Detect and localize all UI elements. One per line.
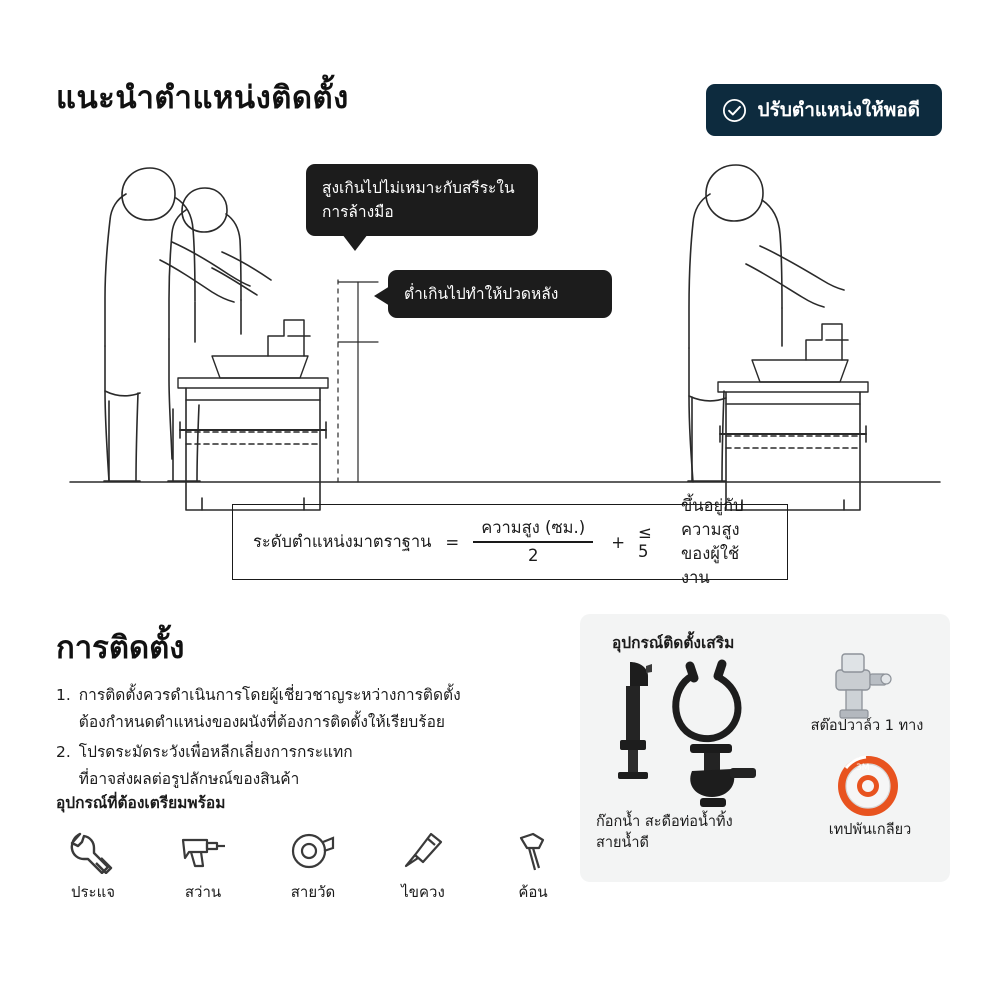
supply-hose-icon: [676, 664, 738, 739]
svg-text:3M: 3M: [856, 763, 870, 773]
installation-title: การติดตั้ง: [56, 630, 185, 666]
formula-equals: =: [445, 532, 460, 552]
step-line2: ที่อาจส่งผลต่อรูปลักษณ์ของสินค้า: [78, 769, 300, 788]
step-text: [79, 739, 353, 792]
tool-item: [50, 826, 136, 904]
formula-denominator: 2: [527, 545, 539, 565]
faucet-icon: [618, 662, 652, 779]
tool-item: [160, 826, 246, 904]
screwdriver-icon: [380, 826, 466, 876]
tool-item: [270, 826, 356, 904]
tools-list: [50, 826, 576, 904]
formula-note-line2: ของผู้ใช้งาน: [681, 544, 740, 587]
faucet-set-label: [596, 812, 780, 854]
formula-fraction: [473, 518, 593, 567]
list-item: [56, 682, 526, 735]
installation-steps: [56, 682, 526, 797]
formula-lead: ระดับตำแหน่งมาตราฐาน: [253, 532, 432, 551]
tool-label: ค้อน: [518, 883, 548, 901]
tool-item: [490, 826, 576, 904]
tool-label: ประแจ: [70, 883, 116, 901]
list-item: [56, 739, 526, 792]
callout-tail: [374, 286, 390, 306]
callout-too-low: [388, 270, 612, 318]
tool-label: ไขควง: [401, 883, 445, 901]
step-line2: ต้องกำหนดตำแหน่งของผนังที่ต้องการติดตั้งให้เรียบร้อย: [78, 712, 445, 731]
drill-icon: [160, 826, 246, 876]
step-number: 1.: [56, 686, 71, 704]
hammer-icon: [490, 826, 576, 876]
tool-label: สายวัด: [290, 883, 336, 901]
tool-label: สว่าน: [184, 883, 222, 901]
faucet-label-line1: ก๊อกน้ำ สะดือท่อน้ำทิ้ง: [596, 814, 733, 830]
callout-tail: [342, 234, 368, 251]
step-line1: การติดตั้งควรดำเนินการโดยผู้เชี่ยวชาญระหว่างการติดตั้ง: [78, 686, 461, 704]
step-number: 2.: [56, 743, 71, 762]
tool-item: [380, 826, 466, 904]
badge-label: ปรับตำแหน่งให้พอดี: [757, 99, 920, 121]
formula-plus: +: [611, 532, 626, 552]
p-trap-icon: [690, 744, 756, 807]
thread-tape-icon: [838, 756, 898, 816]
faucet-label-line2: สายน้ำดี: [596, 835, 649, 852]
tape-measure-icon: [270, 826, 356, 876]
wrench-icon: [50, 826, 136, 876]
callout-too-high-text: สูงเกินไปไม่เหมาะกับสรีระในการล้างมือ: [322, 179, 515, 222]
callout-too-low-text: ต่ำเกินไปทำให้ปวดหลัง: [404, 285, 559, 303]
accessories-title: อุปกรณ์ติดตั้งเสริม: [612, 634, 735, 652]
formula-numerator: ความสูง (ซม.): [481, 517, 586, 537]
height-formula: [232, 496, 788, 587]
tools-heading: อุปกรณ์ที่ต้องเตรียมพร้อม: [56, 794, 226, 812]
formula-note: [681, 494, 767, 590]
step-line1: โปรดระมัดระวังเพื่อหลีกเลี่ยงการกระแทก: [78, 743, 353, 762]
stop-valve-label: สต๊อปวาล์ว 1 ทาง: [810, 718, 924, 734]
stop-valve-icon: [836, 654, 891, 718]
thread-tape-label: เทปพันเกลียว: [828, 822, 912, 838]
callout-too-high: [306, 164, 538, 236]
formula-note-line1: ขึ้นอยู่กับความสูง: [681, 496, 744, 540]
page-title: แนะนำตำแหน่งติดตั้ง: [56, 80, 349, 116]
step-text: [79, 682, 461, 735]
formula-tolerance: ≤ 5: [638, 523, 652, 561]
